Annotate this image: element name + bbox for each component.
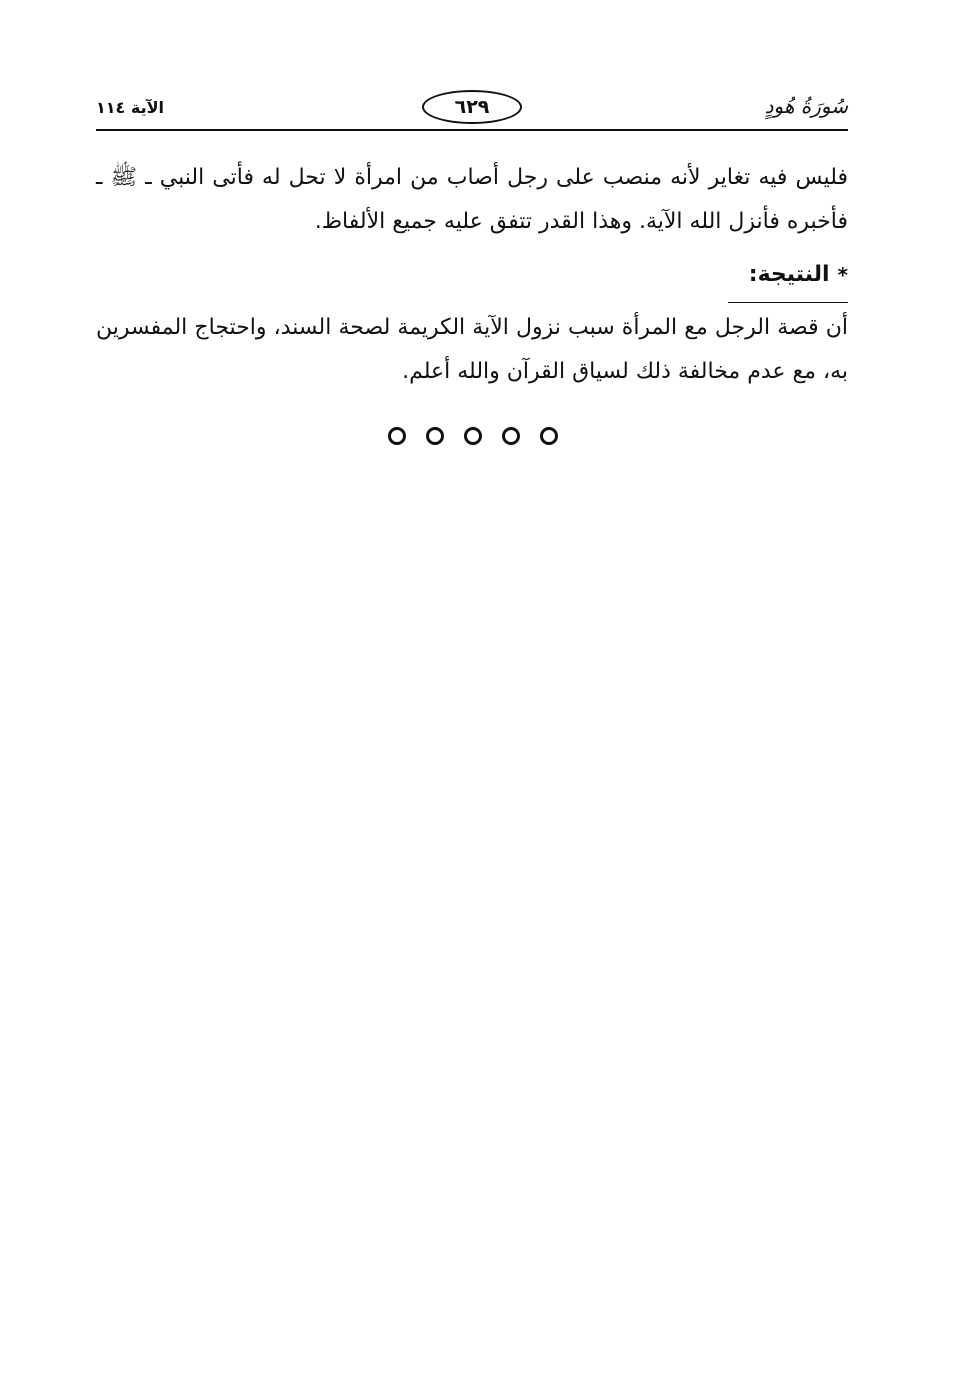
section-heading [749, 262, 848, 287]
circle-ornament-icon [464, 427, 482, 445]
circle-ornament-icon [426, 427, 444, 445]
circle-ornament-icon [388, 427, 406, 445]
circle-ornament-icon [540, 427, 558, 445]
paragraph-1: فليس فيه تغاير لأنه منصب على رجل أصاب من امرأة لا تحل له فأتى النبي ـ ﷺ ـ فأخبره فأنزل الله الآية. وهذا القدر تتفق عليه جميع الألفاظ. [96, 165, 848, 234]
page-number-frame [422, 90, 522, 124]
heading-underline [728, 302, 848, 303]
surah-name: سُورَةُ هُودٍ [764, 94, 848, 118]
ayah-reference: الآية ١١٤ [96, 98, 164, 117]
paragraph-2: أن قصة الرجل مع المرأة سبب نزول الآية الكريمة لصحة السند، واحتجاج المفسرين به، مع عدم مخالفة ذلك لسياق القرآن والله أعلم. [96, 315, 848, 384]
page-header [96, 84, 848, 130]
header-rule [96, 129, 848, 131]
heading-text: النتيجة: [748, 262, 830, 287]
star-bullet-icon: * [837, 262, 848, 287]
circle-ornament-icon [502, 427, 520, 445]
page-number: ٦٢٩ [454, 96, 490, 118]
end-separator [388, 427, 558, 449]
